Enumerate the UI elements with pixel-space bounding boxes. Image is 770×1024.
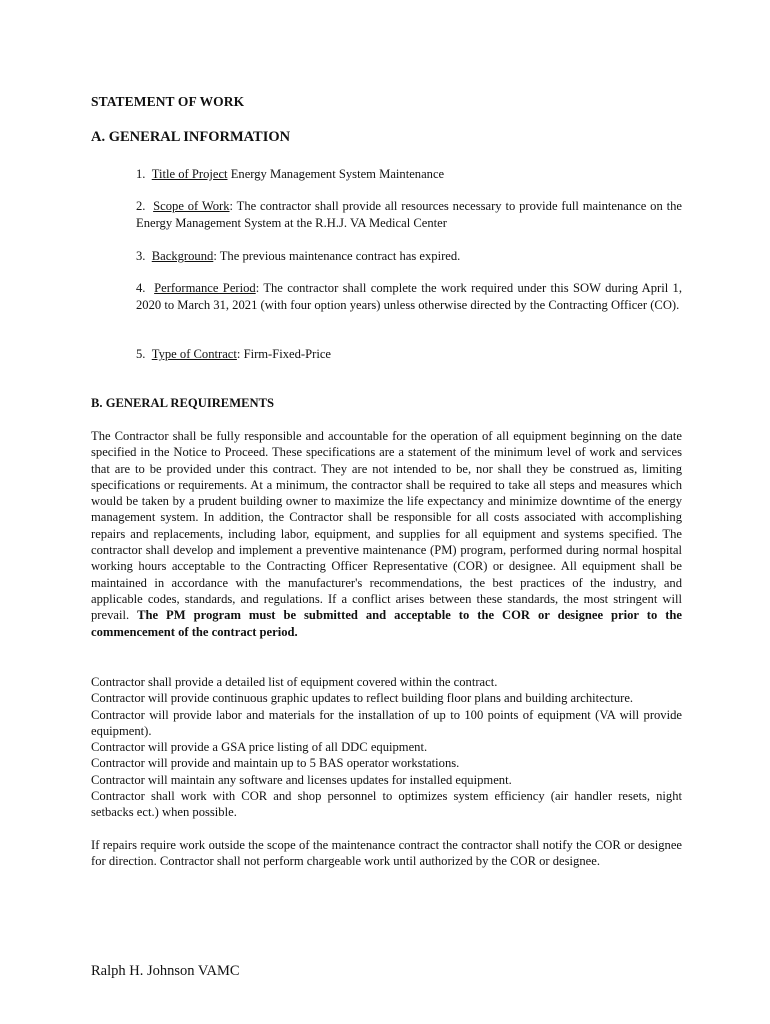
list-item: Contractor will provide continuous graphic updates to reflect building floor plans and building architecture. (91, 691, 634, 706)
item-label: Title of Project (151, 167, 228, 181)
closing-paragraph: If repairs require work outside the scope of the maintenance contract the contractor shall notify the COR or designee for direction. Contractor shall not perform chargeable work until authorized by the COR or designee. (91, 838, 682, 869)
document-title: STATEMENT OF WORK (91, 94, 245, 109)
list-item: Contractor shall work with COR and shop personnel to optimizes system efficiency (air handler resets, night setbacks ect.) when possible. (91, 789, 682, 820)
item-text: The contractor shall provide all resources necessary to provide full maintenance on the Energy Management System at the R.H.J. VA Medical Center (136, 199, 682, 230)
paragraph-bold-text: The PM program must be submitted and acceptable to the COR or designee prior to the commencement of the contract period. (91, 608, 682, 639)
item-text: Firm-Fixed-Price (243, 347, 332, 361)
list-item: Contractor will maintain any software and licenses updates for installed equipment. (91, 772, 512, 787)
section-b-heading: B. GENERAL REQUIREMENTS (91, 396, 274, 410)
list-item: Contractor will provide and maintain up to 5 BAS operator workstations. (91, 756, 460, 771)
requirements-list (91, 674, 682, 821)
item-separator: : (255, 281, 264, 295)
general-requirements-paragraph (91, 428, 682, 640)
item-text: Energy Management System Maintenance (230, 167, 445, 181)
paragraph-text: The Contractor shall be fully responsible and accountable for the operation of all equipment beginning on the date specified in the Notice to Proceed. These specifications are a statement of the minimum level of work and services that are to be provided under this contract. They are not intended to be, nor shall they be construed as, limiting specifications or requirements. At a minimum, the contractor shall be required to take all steps and measures which would be taken by a prudent building owner to maximize the life expectancy and minimize downtime of the energy management system. In addition, the Contractor shall be responsible for all costs associated with accomplishing repairs and replacements, including labor, equipment, and supplies for all equipment and systems specified. The contractor shall develop and implement a preventive maintenance (PM) program, performed during normal hospital working hours acceptable to the Contracting Officer Representative (COR) or designee. All equipment shall be maintained in accordance with the manufacturer's recommendations, the best practices of the industry, and applicable codes, standards, and regulations. If a conflict arises between these standards, the most stringent will prevail. (91, 429, 682, 623)
item-label: Performance Period (154, 281, 256, 295)
item-scope-of-work (136, 198, 682, 232)
item-number: 4. (136, 281, 146, 295)
item-title-of-project (136, 166, 682, 183)
item-type-of-contract (136, 346, 682, 363)
item-separator: : (229, 199, 237, 213)
item-number: 1. (136, 167, 146, 181)
item-separator: : (236, 347, 244, 361)
list-item: Contractor will provide labor and materials for the installation of up to 100 points of equipment (VA will provide equipment). (91, 707, 682, 738)
footer-text: Ralph H. Johnson VAMC (91, 963, 240, 979)
item-number: 3. (136, 249, 146, 263)
item-number: 5. (136, 347, 146, 361)
item-label: Background (151, 249, 214, 263)
item-label: Scope of Work (153, 199, 230, 213)
item-text: The previous maintenance contract has expired. (219, 249, 461, 263)
item-number: 2. (136, 199, 146, 213)
list-item: Contractor will provide a GSA price listing of all DDC equipment. (91, 740, 428, 755)
list-item: Contractor shall provide a detailed list of equipment covered within the contract. (91, 675, 498, 689)
section-a-heading: A. GENERAL INFORMATION (91, 129, 291, 145)
item-text: The contractor shall complete the work required under this SOW during April 1, 2020 to March 31, 2021 (with four option years) unless otherwise directed by the Contracting Officer (CO). (136, 281, 682, 312)
item-separator: : (213, 249, 220, 263)
item-label: Type of Contract (151, 347, 237, 361)
item-performance-period (136, 280, 682, 314)
item-background (136, 248, 682, 265)
